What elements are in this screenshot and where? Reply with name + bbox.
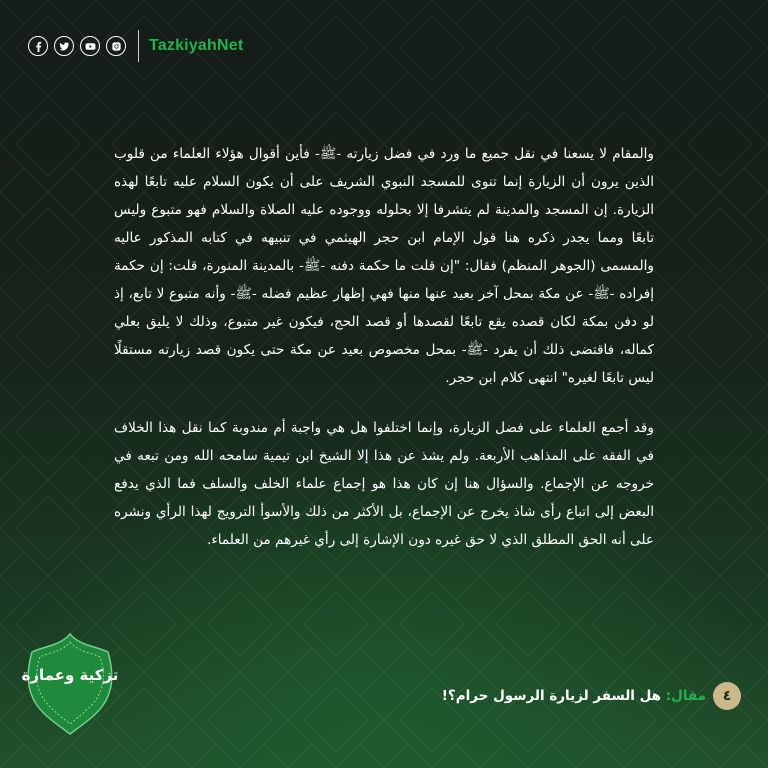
header-divider — [138, 30, 139, 62]
youtube-icon[interactable] — [80, 36, 100, 56]
page-number-badge: ٤ — [713, 682, 741, 710]
brand-name[interactable]: TazkiyahNet — [149, 37, 244, 54]
article-title-line[interactable] — [442, 688, 706, 704]
twitter-icon[interactable] — [54, 36, 74, 56]
paragraph-2: وقد أجمع العلماء على فضل الزيارة، وإنما اختلفوا هل هي واجبة أم مندوبة كما نقل هذا الخلاف في الفقه على المذاهب الأربعة. ولم يشذ عن هذا إلا الشيخ ابن تيمية سامحه الله ومن تبعه في خروجه عن الإجماع. والسؤال هنا إن كان هذا هو إجماع علماء الخلف والسلف فما الذي يدفع البعض إلى اتباع رأى شاذ يخرج عن الإجماع، بل الأكثر من ذلك والأسوأ الترويج لهذا الرأي ونشره على أنه الحق المطلق الذي لا حق غيره دون الإشارة إلى رأي غيرهم من العلماء. — [114, 420, 654, 548]
header — [28, 30, 243, 62]
article-label: مقال: — [665, 688, 706, 704]
facebook-icon[interactable] — [28, 36, 48, 56]
article-body — [114, 140, 654, 576]
instagram-icon[interactable] — [106, 36, 126, 56]
social-links — [28, 36, 126, 56]
paragraph-1: والمقام لا يسعنا في نقل جميع ما ورد في فضل زيارته -ﷺ- فأين أقوال هؤلاء العلماء من قلوب الذين يرون أن الزيارة إنما تنوى للمسجد النبوي الشريف على أن يكون السلام عليه تابعًا لهذه الزيارة. إن المسجد والمدينة لم يتشرفا إلا بحلوله ووجوده عليه الصلاة والسلام فهو متبوع وليس تابعًا ومما يجدر ذكره هنا قول الإمام ابن حجر الهيثمي في تنبيهه في كتابه المذكور عاليه والمسمى (الجوهر المنظم) فقال: "إن قلت ما حكمة دفنه -ﷺ- بالمدينة المنورة، قلت: إن حكمة إفراده -ﷺ- عن مكة بمحل آخر بعيد عنها منها فهي إظهار عظيم فضله -ﷺ- وأنه متبوع لا تابع، إذ لو دفن بمكة لكان قصده يقع تابعًا لقصدها أو قصد الحج، فيكون غير متبوع، وذلك لا يليق بعلي كماله، فاقتضى ذلك أن يفرد -ﷺ- بمحل مخصوص بعيد عن مكة حتى يكون قصد زيارته مستقلًا ليس تابعًا لغيره" انتهى كلام ابن حجر. — [114, 146, 654, 386]
footer — [0, 680, 768, 716]
article-title: هل السفر لزيارة الرسول حرام؟! — [441, 688, 662, 704]
logo-text: تزكية وعمارة — [22, 666, 118, 684]
